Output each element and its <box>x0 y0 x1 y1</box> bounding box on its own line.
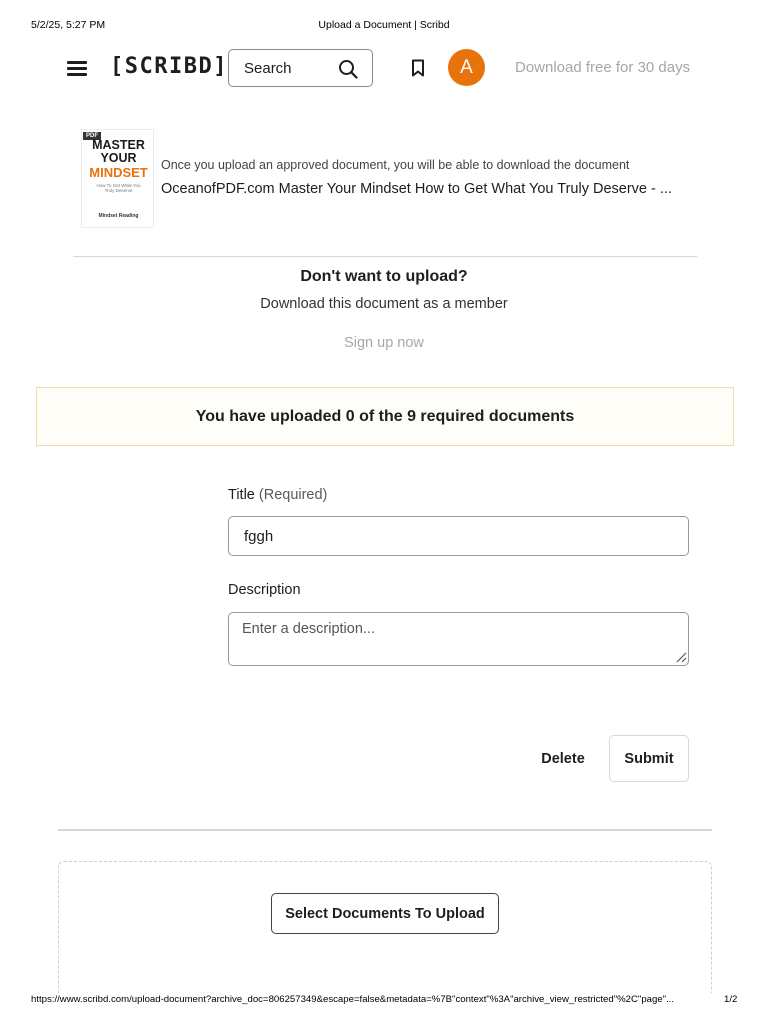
member-download-text: Download this document as a member <box>260 296 508 312</box>
top-navigation <box>0 48 768 88</box>
menu-icon[interactable] <box>67 60 87 76</box>
print-header <box>0 19 768 33</box>
document-title[interactable]: OceanofPDF.com Master Your Mindset How to Get What You Truly Deserve - ... <box>161 181 672 197</box>
scribd-logo[interactable]: [SCRIBD] <box>110 54 228 79</box>
required-indicator: (Required) <box>258 487 328 503</box>
delete-button[interactable]: Delete <box>541 751 585 767</box>
select-documents-button[interactable]: Select Documents To Upload <box>271 893 499 934</box>
upload-status-banner <box>36 387 734 446</box>
search-box[interactable] <box>228 49 373 87</box>
resize-handle-icon[interactable] <box>676 652 687 663</box>
print-footer <box>0 993 768 1009</box>
title-label <box>228 487 327 503</box>
thumbnail-subtitle: How To Get What You Truly Deserve <box>96 183 141 193</box>
thumbnail-line-3: MINDSET <box>89 165 148 180</box>
title-input[interactable] <box>228 516 689 556</box>
bookmark-icon[interactable] <box>410 59 426 77</box>
submit-button[interactable]: Submit <box>609 735 689 782</box>
print-url: https://www.scribd.com/upload-document?archive_doc=806257349&escape=false&metadata=%7B"context"%3A"archive_view_restricted"%2C"page"... <box>31 994 675 1005</box>
thumbnail-line-2: YOUR <box>100 151 137 165</box>
description-label: Description <box>228 582 301 598</box>
upload-note: Once you upload an approved document, you will be able to download the document <box>161 158 630 172</box>
title-label-text: Title <box>228 487 255 503</box>
divider <box>73 256 697 257</box>
print-page-title: Upload a Document | Scribd <box>318 19 450 31</box>
thumbnail-author: Mindset Reading <box>98 213 139 219</box>
no-upload-heading: Don't want to upload? <box>300 268 468 285</box>
search-input[interactable] <box>244 60 336 77</box>
upload-status-message: You have uploaded 0 of the 9 required documents <box>195 407 575 425</box>
document-card <box>81 129 701 229</box>
description-textarea[interactable] <box>228 612 689 666</box>
document-info <box>161 158 701 197</box>
thumbnail-line-1: MASTER <box>92 138 145 152</box>
download-free-link[interactable]: Download free for 30 days <box>515 59 691 76</box>
sign-up-link[interactable]: Sign up now <box>344 335 424 351</box>
search-icon[interactable] <box>338 59 358 79</box>
user-avatar[interactable]: A <box>448 49 485 86</box>
pdf-badge: PDF <box>83 132 101 140</box>
document-thumbnail[interactable] <box>81 129 154 228</box>
print-page-number: 1/2 <box>724 994 738 1005</box>
divider <box>58 829 712 831</box>
print-datetime: 5/2/25, 5:27 PM <box>31 19 106 31</box>
